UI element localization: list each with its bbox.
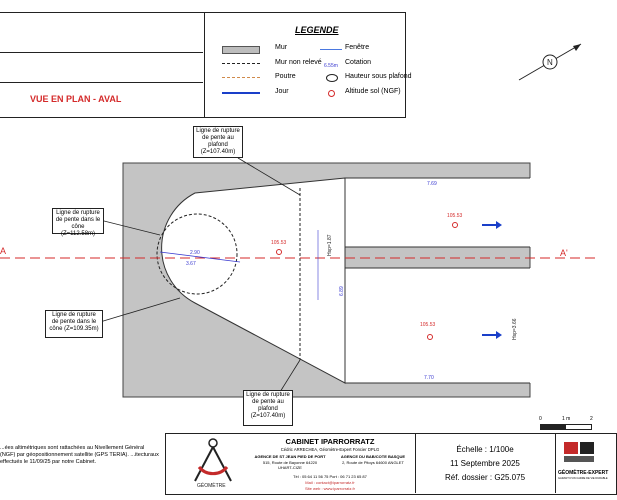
legend-cotation-label: Cotation <box>345 59 372 66</box>
upper-corridor <box>345 178 531 247</box>
altitude-center: 105.53 <box>271 240 287 246</box>
agency2-addr: 2, Route de Pitoys 64600 ANGLET <box>342 460 404 465</box>
legend-title: LEGENDE <box>295 25 339 35</box>
callout-cone-lower: Ligne de rupture de pente dans le cône (Z=109.35m) <box>45 310 103 338</box>
callout-top-ceiling: Ligne de rupture de pente au plafond (Z=107.40m) <box>193 126 243 158</box>
agency1-addr: 515, Route de Bayonne 64220 UHART-CIZE <box>262 460 318 470</box>
scale-mid: 1 m <box>562 416 571 422</box>
compass-logo-icon <box>185 437 241 489</box>
callout-cone-upper: Ligne de rupture de pente dans le cône (Z=112.58m) <box>52 208 104 234</box>
altitude-right-lower: 105.53 <box>420 322 436 328</box>
brand-sub: GARANT D'UN CADRE DE VIE DURABLE <box>558 477 608 480</box>
notes-text: ...ées altimétriques sont rattachées au Nivellement Général (NGF) par géopositionnement satellite (GPS TERIA). ...itecturaux effectués le 11/09/25 par notre Cabinet. <box>0 445 159 465</box>
brand: GÉOMÈTRE-EXPERT <box>558 470 609 476</box>
title-divider-2 <box>555 433 556 493</box>
legend-fenetre-label: Fenêtre <box>345 44 370 51</box>
agency1-title: AGENCE DE ST JEAN PIED DE PORT <box>254 454 326 459</box>
lower-corridor <box>345 268 531 383</box>
legend-hauteur-label: Hauteur sous plafond <box>345 73 412 80</box>
email: Mail : contact@iparrorratz.fr <box>305 480 355 485</box>
scale-start: 0 <box>539 416 542 422</box>
echelle: Échelle : 1/100e <box>456 445 514 454</box>
dim-circle-a: 2.90 <box>190 250 200 256</box>
legend-altitude-label: Altitude sol (NGF) <box>345 88 401 95</box>
geometre-expert-logo-icon <box>562 440 600 468</box>
altitude-right-upper: 105.53 <box>447 213 463 219</box>
legend-poutre-label: Poutre <box>275 73 296 80</box>
date: 11 Septembre 2025 <box>450 459 520 468</box>
title-divider-1 <box>415 433 416 493</box>
dim-top-width: 7.69 <box>427 181 437 187</box>
dim-hsp-right: Hsp=3.66 <box>512 318 518 340</box>
dim-circle-b: 3.67 <box>186 261 196 267</box>
legend-jour-label: Jour <box>275 88 289 95</box>
dim-vertical-mid: 6.89 <box>339 286 345 296</box>
callout-bottom-ceiling: Ligne de rupture de pente au plafond (Z=107.40m) <box>243 390 293 426</box>
dim-bottom-width: 7.70 <box>424 375 434 381</box>
website: Site web : www.iparrorratz.fr <box>304 486 355 491</box>
cabinet-name: CABINET IPARRORRATZ <box>285 437 375 446</box>
legend-cotation-sample: 6.55m <box>324 63 338 69</box>
section-label-left: A <box>0 246 7 256</box>
legend-mur-label: Mur <box>275 44 288 51</box>
scale-bar <box>540 424 592 430</box>
scale-end: 2 <box>590 416 593 422</box>
view-title: VUE EN PLAN - AVAL <box>30 94 122 104</box>
agency2-title: AGENCE DU BAB/COTE BASQUE <box>340 454 406 459</box>
svg-text:GÉOMÈTRE: GÉOMÈTRE <box>197 483 226 489</box>
ref-dossier: Réf. dossier : G25.075 <box>444 473 526 482</box>
cabinet-sub: Cédric ARRECHEA, Géomètre-Expert Foncier DPLG <box>280 447 380 452</box>
phones: Tél : 05 64 11 56 75 Port : 06 71 23 65 87 <box>293 474 367 479</box>
legend-mur-non-releve-label: Mur non relevé <box>275 59 322 66</box>
section-label-right: A' <box>560 248 568 258</box>
svg-text:N: N <box>547 58 553 67</box>
dim-hsp-center: Hsp=1.87 <box>327 234 333 256</box>
